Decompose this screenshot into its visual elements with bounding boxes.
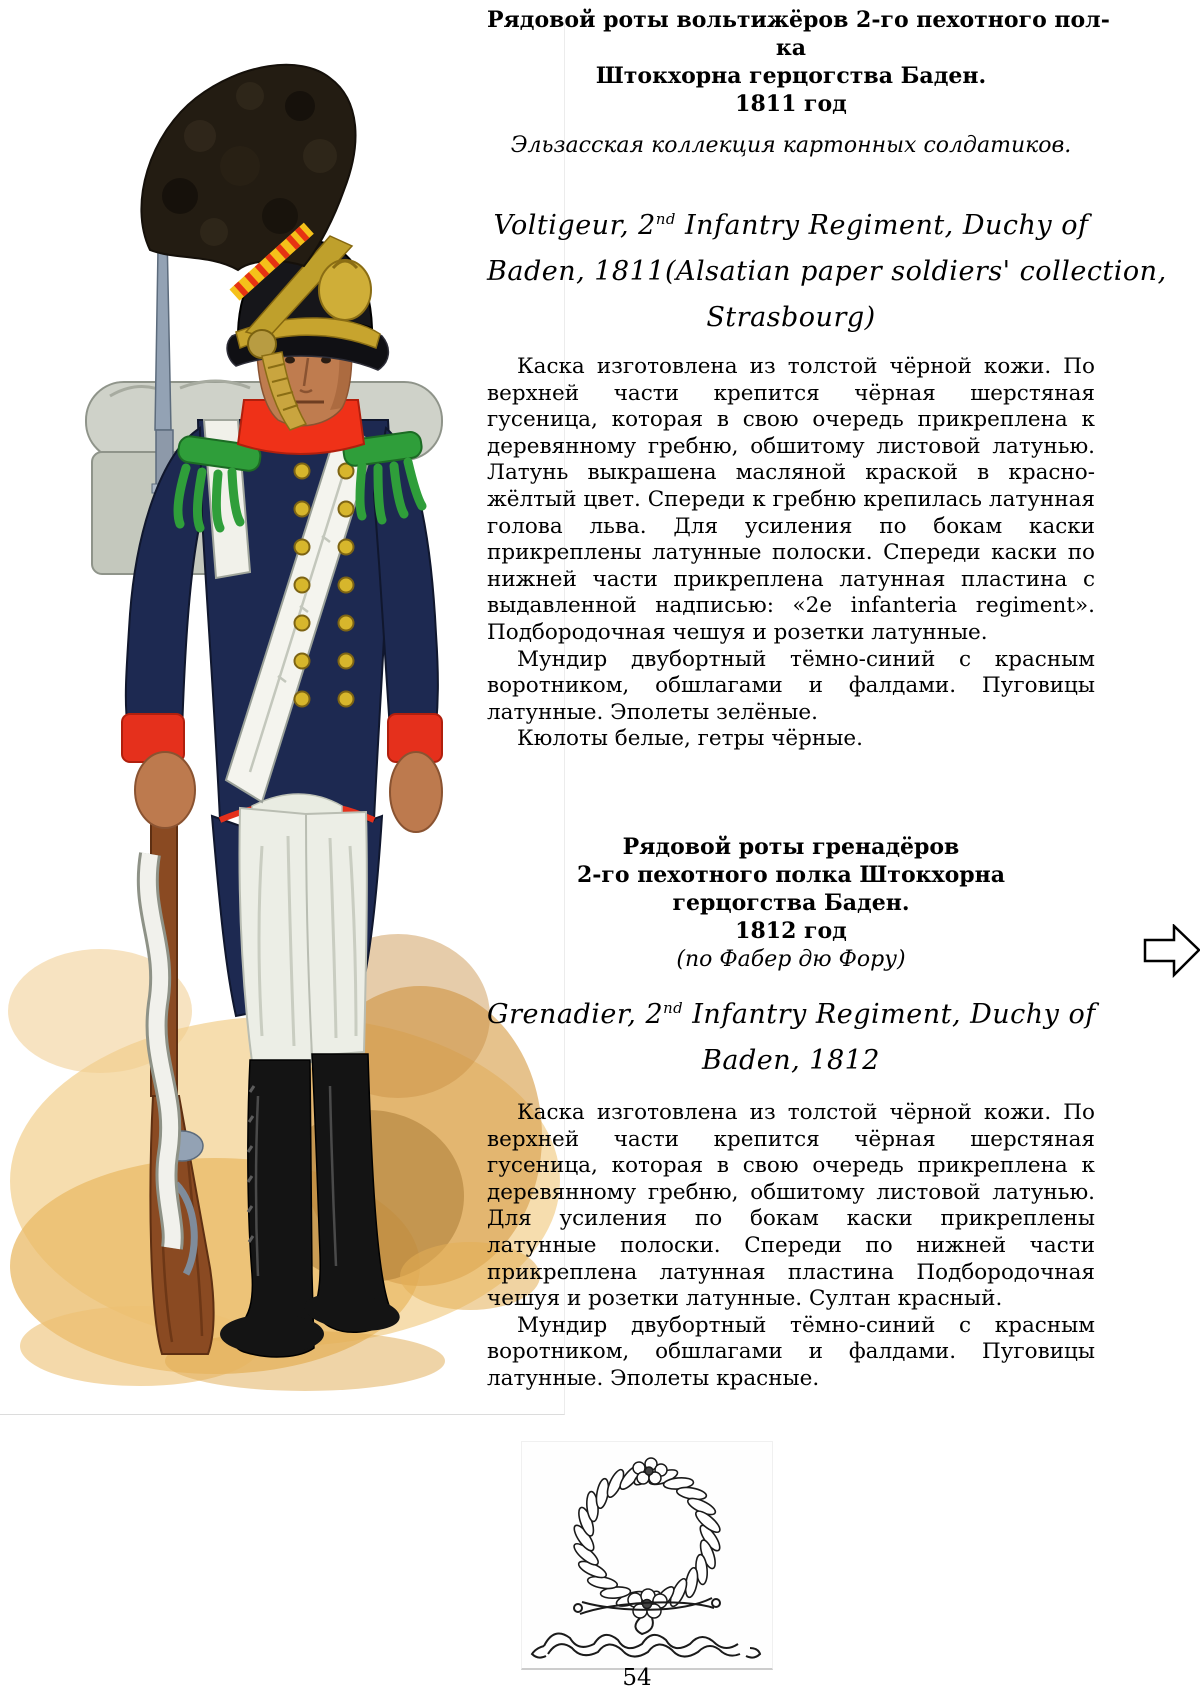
ordinal-superscript: nd (655, 210, 676, 228)
soldier-illustration (0, 16, 565, 1415)
caption-text: Voltigeur, 2 (493, 210, 656, 241)
section1-title-line: Штокхорна герцогства Баден. (595, 63, 987, 89)
section2-title-line: 1812 год (735, 918, 847, 944)
section1-subtitle: Эльзасская коллекция картонных солдатиков. (510, 133, 1072, 158)
paragraph: Каска изготовлена из толстой чёрной кожи. По верхней части крепится чёрная шерстяная гусеница, которая в свою очередь прикреплена к деревянному гребню, обшитому листовой латунью. Латунь выкрашена масляной краской в красно-жёлтый цвет. Спереди к гребню крепилась латунная голова льва. Для усиления по бокам каски прикреплены латунные полоски. Спереди каски по нижней части прикреплена латунная пластина с выдавленной надписью: «2e infanteria regiment». Подбородочная чешуя и розетки латунные. (487, 354, 1095, 645)
caption-line (487, 985, 1095, 1038)
arrow-right-icon (1143, 924, 1200, 978)
caption-text: Grenadier, 2 (487, 999, 664, 1030)
caption-text: Infantry Regiment, Duchy of (683, 999, 1096, 1030)
left-hand (135, 752, 195, 828)
section1-title-line: ка (775, 35, 807, 61)
helmet-plate (319, 260, 371, 320)
caption-line: Baden, 1812 (702, 1045, 880, 1076)
paragraph: Мундир двубортный тёмно-синий с красным воротником, обшлагами и фалдами. Пуговицы латунные. Эполеты зелёные. (487, 646, 1095, 725)
ordinal-superscript: nd (663, 999, 684, 1017)
section2-english-caption (487, 985, 1095, 1084)
section2-title-line: Рядовой роты гренадёров (622, 834, 960, 860)
page-number: 54 (622, 1665, 652, 1691)
caption-line: Strasbourg) (706, 302, 876, 333)
soldier-illustration-svg (0, 16, 564, 1414)
section2-title-line: герцогства Баден. (672, 890, 910, 916)
caption-text: Infantry Regiment, Duchy of (675, 210, 1089, 241)
section1-header (487, 6, 1167, 341)
caption-line: Baden, 1811(Alsatian paper soldiers' collection, (487, 256, 1167, 287)
section1-title-line: 1811 год (735, 91, 847, 117)
wreath-ribbon (532, 1618, 760, 1658)
section1-body (487, 354, 1095, 753)
section2-body (487, 1100, 1095, 1393)
caption-line (487, 196, 1095, 249)
paragraph: Каска изготовлена из толстой чёрной кожи. По верхней части крепится чёрная шерстяная гусеница, которая в свою очередь прикреплена к деревянному гребню, обшитому листовой латунью. Для усиления по бокам каски прикреплены латунные полоски. Спереди по нижней части прикреплена латунная пластина Подбородочная чешуя и розетки латунные. Султан красный. (487, 1100, 1095, 1312)
wreath-ornament (521, 1441, 773, 1670)
section2-title-line: 2-го пехотного полка Штокхорна (576, 862, 1006, 888)
section1-title-line: Рядовой роты вольтижёров 2-го пехотного пол- (487, 7, 1110, 33)
section1-english-caption (487, 196, 1167, 341)
section2-title-note: (по Фабер дю Фору) (676, 947, 906, 972)
breeches (240, 808, 367, 1062)
section2 (487, 833, 1095, 1393)
right-hand (390, 752, 442, 832)
paragraph: Мундир двубортный тёмно-синий с красным воротником, обшлагами и фалдами. Пуговицы латунные. Эполеты красные. (487, 1312, 1095, 1391)
paragraph: Кюлоты белые, гетры чёрные. (517, 726, 863, 752)
